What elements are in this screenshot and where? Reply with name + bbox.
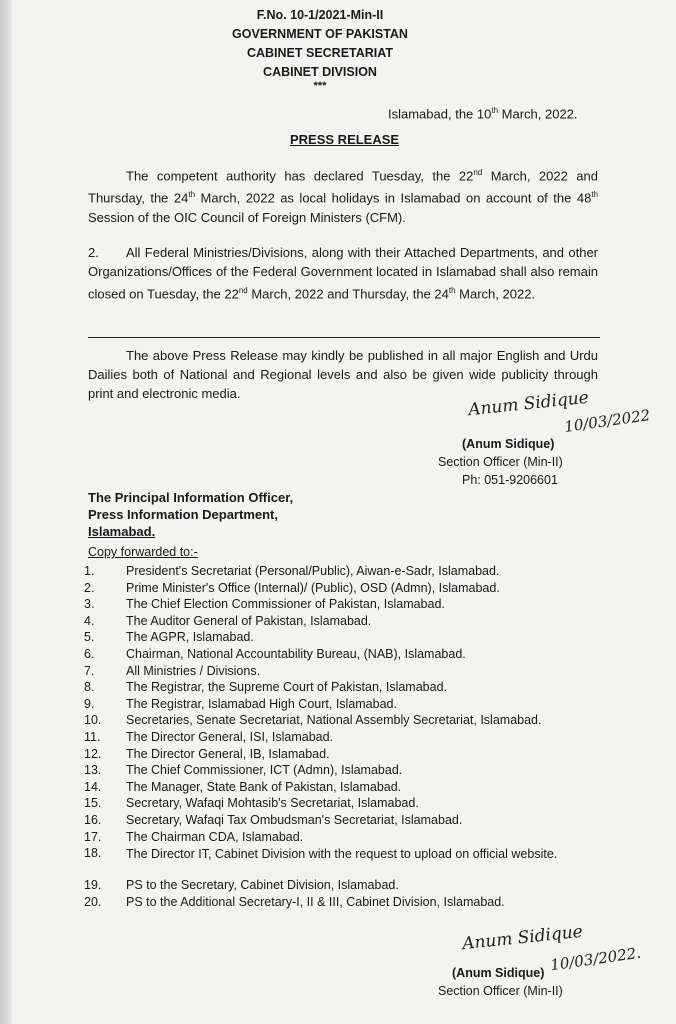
list-item: 18. The Director IT, Cabinet Division with the request to upload on official website.	[84, 846, 558, 862]
list-item: 20. PS to the Additional Secretary-I, II & III, Cabinet Division, Islamabad.	[84, 894, 505, 909]
signatory-name-1: (Anum Sidique)	[462, 437, 555, 451]
copy-forwarded-heading: Copy forwarded to:-	[88, 545, 198, 559]
copy-list	[84, 564, 604, 911]
handwritten-date-1: 10/03/2022	[563, 406, 652, 436]
list-item: 11. The Director General, ISI, Islamabad.	[84, 729, 334, 744]
place-date: Islamabad, the 10th March, 2022.	[388, 106, 578, 122]
press-release-title: PRESS RELEASE	[290, 132, 400, 147]
signatory-phone: Ph: 051-9206601	[462, 473, 558, 487]
paragraph-1: The competent authority has declared Tuesday, the 22nd March, 2022 and Thursday, the 24th March, 2022 as local holidays in Islamabad on account of the 48th Session of the OIC Council of Foreign Ministers (CFM).	[88, 168, 598, 225]
addressee-line-2: Press Information Department,	[88, 507, 278, 522]
list-item: 19. PS to the Secretary, Cabinet Division, Islamabad.	[84, 878, 399, 893]
file-number: F.No. 10-1/2021-Min-II	[256, 8, 384, 22]
list-item: 5. The AGPR, Islamabad.	[84, 630, 254, 645]
paragraph-3: The above Press Release may kindly be published in all major English and Urdu Dailies both of National and Regional levels and also be given wide publicity through print and electronic media.	[88, 348, 598, 401]
list-item: 17. The Chairman CDA, Islamabad.	[84, 829, 304, 844]
government-line: GOVERNMENT OF PAKISTAN	[232, 27, 408, 41]
secretariat-line: CABINET SECRETARIAT	[246, 46, 394, 60]
list-item: 12. The Director General, IB, Islamabad.	[84, 746, 330, 761]
handwritten-date-2: 10/03/2022.	[549, 943, 643, 975]
list-item: 3. The Chief Election Commissioner of Pakistan, Islamabad.	[84, 597, 445, 612]
list-item: 6. Chairman, National Accountability Bureau, (NAB), Islamabad.	[84, 646, 466, 661]
signatory-designation-1: Section Officer (Min-II)	[438, 455, 563, 469]
list-item: 1. President's Secretariat (Personal/Public), Aiwan-e-Sadr, Islamabad.	[84, 564, 500, 578]
list-item: 9. The Registrar, Islamabad High Court, Islamabad.	[84, 696, 397, 711]
header-stars: ***	[313, 80, 327, 92]
scan-edge	[0, 0, 12, 1024]
divider-line	[88, 337, 600, 338]
signatory-designation-2: Section Officer (Min-II)	[438, 984, 563, 998]
list-item: 15. Secretary, Wafaqi Mohtasib's Secretariat, Islamabad.	[84, 796, 419, 811]
list-item: 8. The Registrar, the Supreme Court of Pakistan, Islamabad.	[84, 680, 447, 695]
list-item: 7. All Ministries / Divisions.	[84, 663, 261, 678]
list-item: 13. The Chief Commissioner, ICT (Admn), Islamabad.	[84, 763, 403, 778]
list-item: 2. Prime Minister's Office (Internal)/ (Public), OSD (Admn), Islamabad.	[84, 580, 500, 595]
division-line: CABINET DIVISION	[263, 65, 377, 79]
list-item: 16. Secretary, Wafaqi Tax Ombudsman's Secretariat, Islamabad.	[84, 812, 463, 827]
list-item: 14. The Manager, State Bank of Pakistan, Islamabad.	[84, 779, 402, 794]
handwritten-signature-2: Anum Sidique	[461, 921, 584, 955]
paragraph-2: 2. All Federal Ministries/Divisions, along with their Attached Departments, and other Organizations/Offices of the Federal Government located in Islamabad shall also remain closed on Tuesday, the 22nd March, 2022 and Thursday, the 24th March, 2022.	[88, 245, 598, 302]
handwritten-signature-1: Anum Sidique	[467, 387, 590, 421]
addressee-line-1: The Principal Information Officer,	[88, 490, 294, 505]
addressee-line-3: Islamabad.	[88, 524, 156, 539]
signatory-name-2: (Anum Sidique)	[452, 966, 545, 980]
list-item: 4. The Auditor General of Pakistan, Islamabad.	[84, 613, 372, 628]
list-item: 10. Secretaries, Senate Secretariat, National Assembly Secretariat, Islamabad.	[84, 713, 542, 728]
